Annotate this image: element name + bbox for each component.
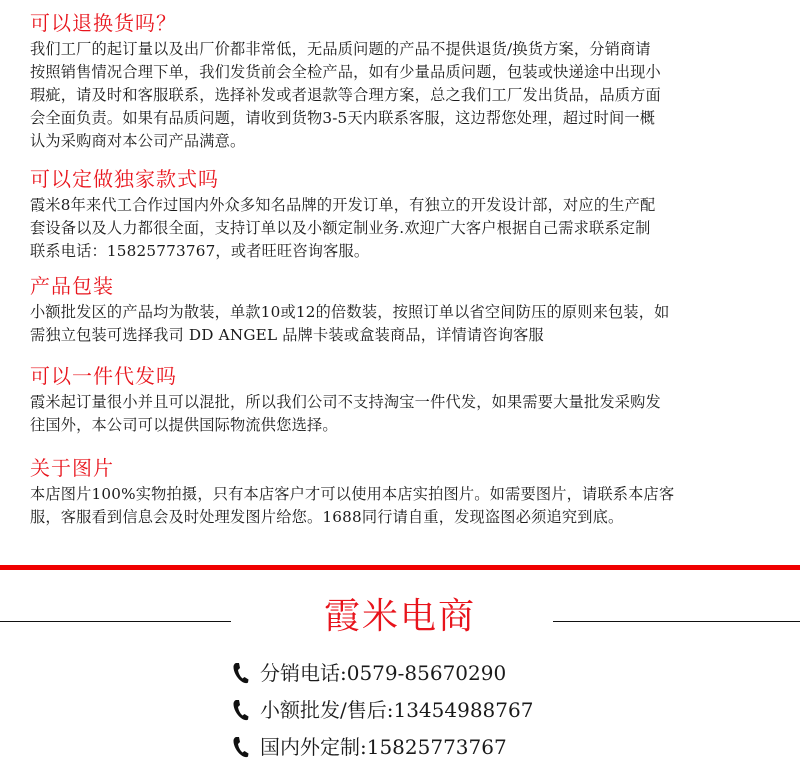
section-title: 可以定做独家款式吗 <box>30 167 219 191</box>
body-line: 本店图片100%实物拍摄，只有本店客户才可以使用本店实拍图片。如需要图片，请联系本店客 <box>30 485 675 503</box>
body-line: 霞米起订量很小并且可以混批，所以我们公司不支持淘宝一件代发，如果需要大量批发采购发 <box>30 393 661 411</box>
contact-label: 分销电话:0579-85670290 <box>260 660 507 685</box>
section-dropshipping <box>30 363 775 437</box>
section-body <box>30 391 775 437</box>
contact-label: 小额批发/售后:13454988767 <box>260 697 534 722</box>
body-line: 按照销售情况合理下单，我们发货前会全检产品，如有少量品质问题，包装或快递途中出现小 <box>30 63 661 81</box>
section-packaging <box>30 273 775 347</box>
body-line: 会全面负责。如果有品质问题，请收到货物3-5天内联系客服，这边帮您处理，超过时间一概 <box>30 109 656 127</box>
brand-title: 霞米电商 <box>323 596 476 637</box>
contact-wholesale <box>230 691 610 728</box>
body-line: 往国外，本公司可以提供国际物流供您选择。 <box>30 416 338 434</box>
contact-distribution <box>230 654 610 691</box>
section-body <box>30 38 775 153</box>
section-title: 可以退换货吗？ <box>30 11 177 35</box>
section-returns <box>30 10 775 153</box>
section-title: 关于图片 <box>30 456 114 480</box>
phone-icon <box>230 735 252 759</box>
brand-divider-left <box>0 621 231 622</box>
section-title: 可以一件代发吗 <box>30 364 177 388</box>
body-line: 霞米8年来代工合作过国内外众多知名品牌的开发订单，有独立的开发设计部，对应的生产配 <box>30 196 656 214</box>
body-line: 套设备以及人力都很全面，支持订单以及小额定制业务.欢迎广大客户根据自己需求联系定制 <box>30 219 651 237</box>
body-line: 小额批发区的产品均为散装，单款10或12的倍数装，按照订单以省空间防压的原则来包装，如 <box>30 303 670 321</box>
body-line: 服，客服看到信息会及时处理发图片给您。1688同行请自重，发现盗图必须追究到底。 <box>30 508 624 526</box>
contact-label: 国内外定制:15825773767 <box>260 734 507 759</box>
section-custom-design <box>30 166 775 263</box>
section-body <box>30 194 775 263</box>
body-line: 认为采购商对本公司产品满意。 <box>30 132 246 150</box>
phone-icon <box>230 661 252 685</box>
section-body <box>30 483 775 529</box>
phone-icon <box>230 698 252 722</box>
section-images <box>30 455 775 529</box>
body-line: 需独立包装可选择我司 DD ANGEL 品牌卡装或盒装商品，详情请咨询客服 <box>30 326 544 344</box>
contact-customization <box>230 728 610 765</box>
brand-divider-right <box>553 621 800 622</box>
red-divider-bar <box>0 565 800 570</box>
contact-list <box>230 654 610 765</box>
section-title: 产品包装 <box>30 274 114 298</box>
section-body <box>30 301 775 347</box>
body-line: 我们工厂的起订量以及出厂价都非常低，无品质问题的产品不提供退货/换货方案，分销商请 <box>30 40 651 58</box>
body-line: 联系电话：15825773767，或者旺旺咨询客服。 <box>30 242 370 260</box>
body-line: 瑕疵，请及时和客服联系，选择补发或者退款等合理方案，总之我们工厂发出货品，品质方面 <box>30 86 661 104</box>
